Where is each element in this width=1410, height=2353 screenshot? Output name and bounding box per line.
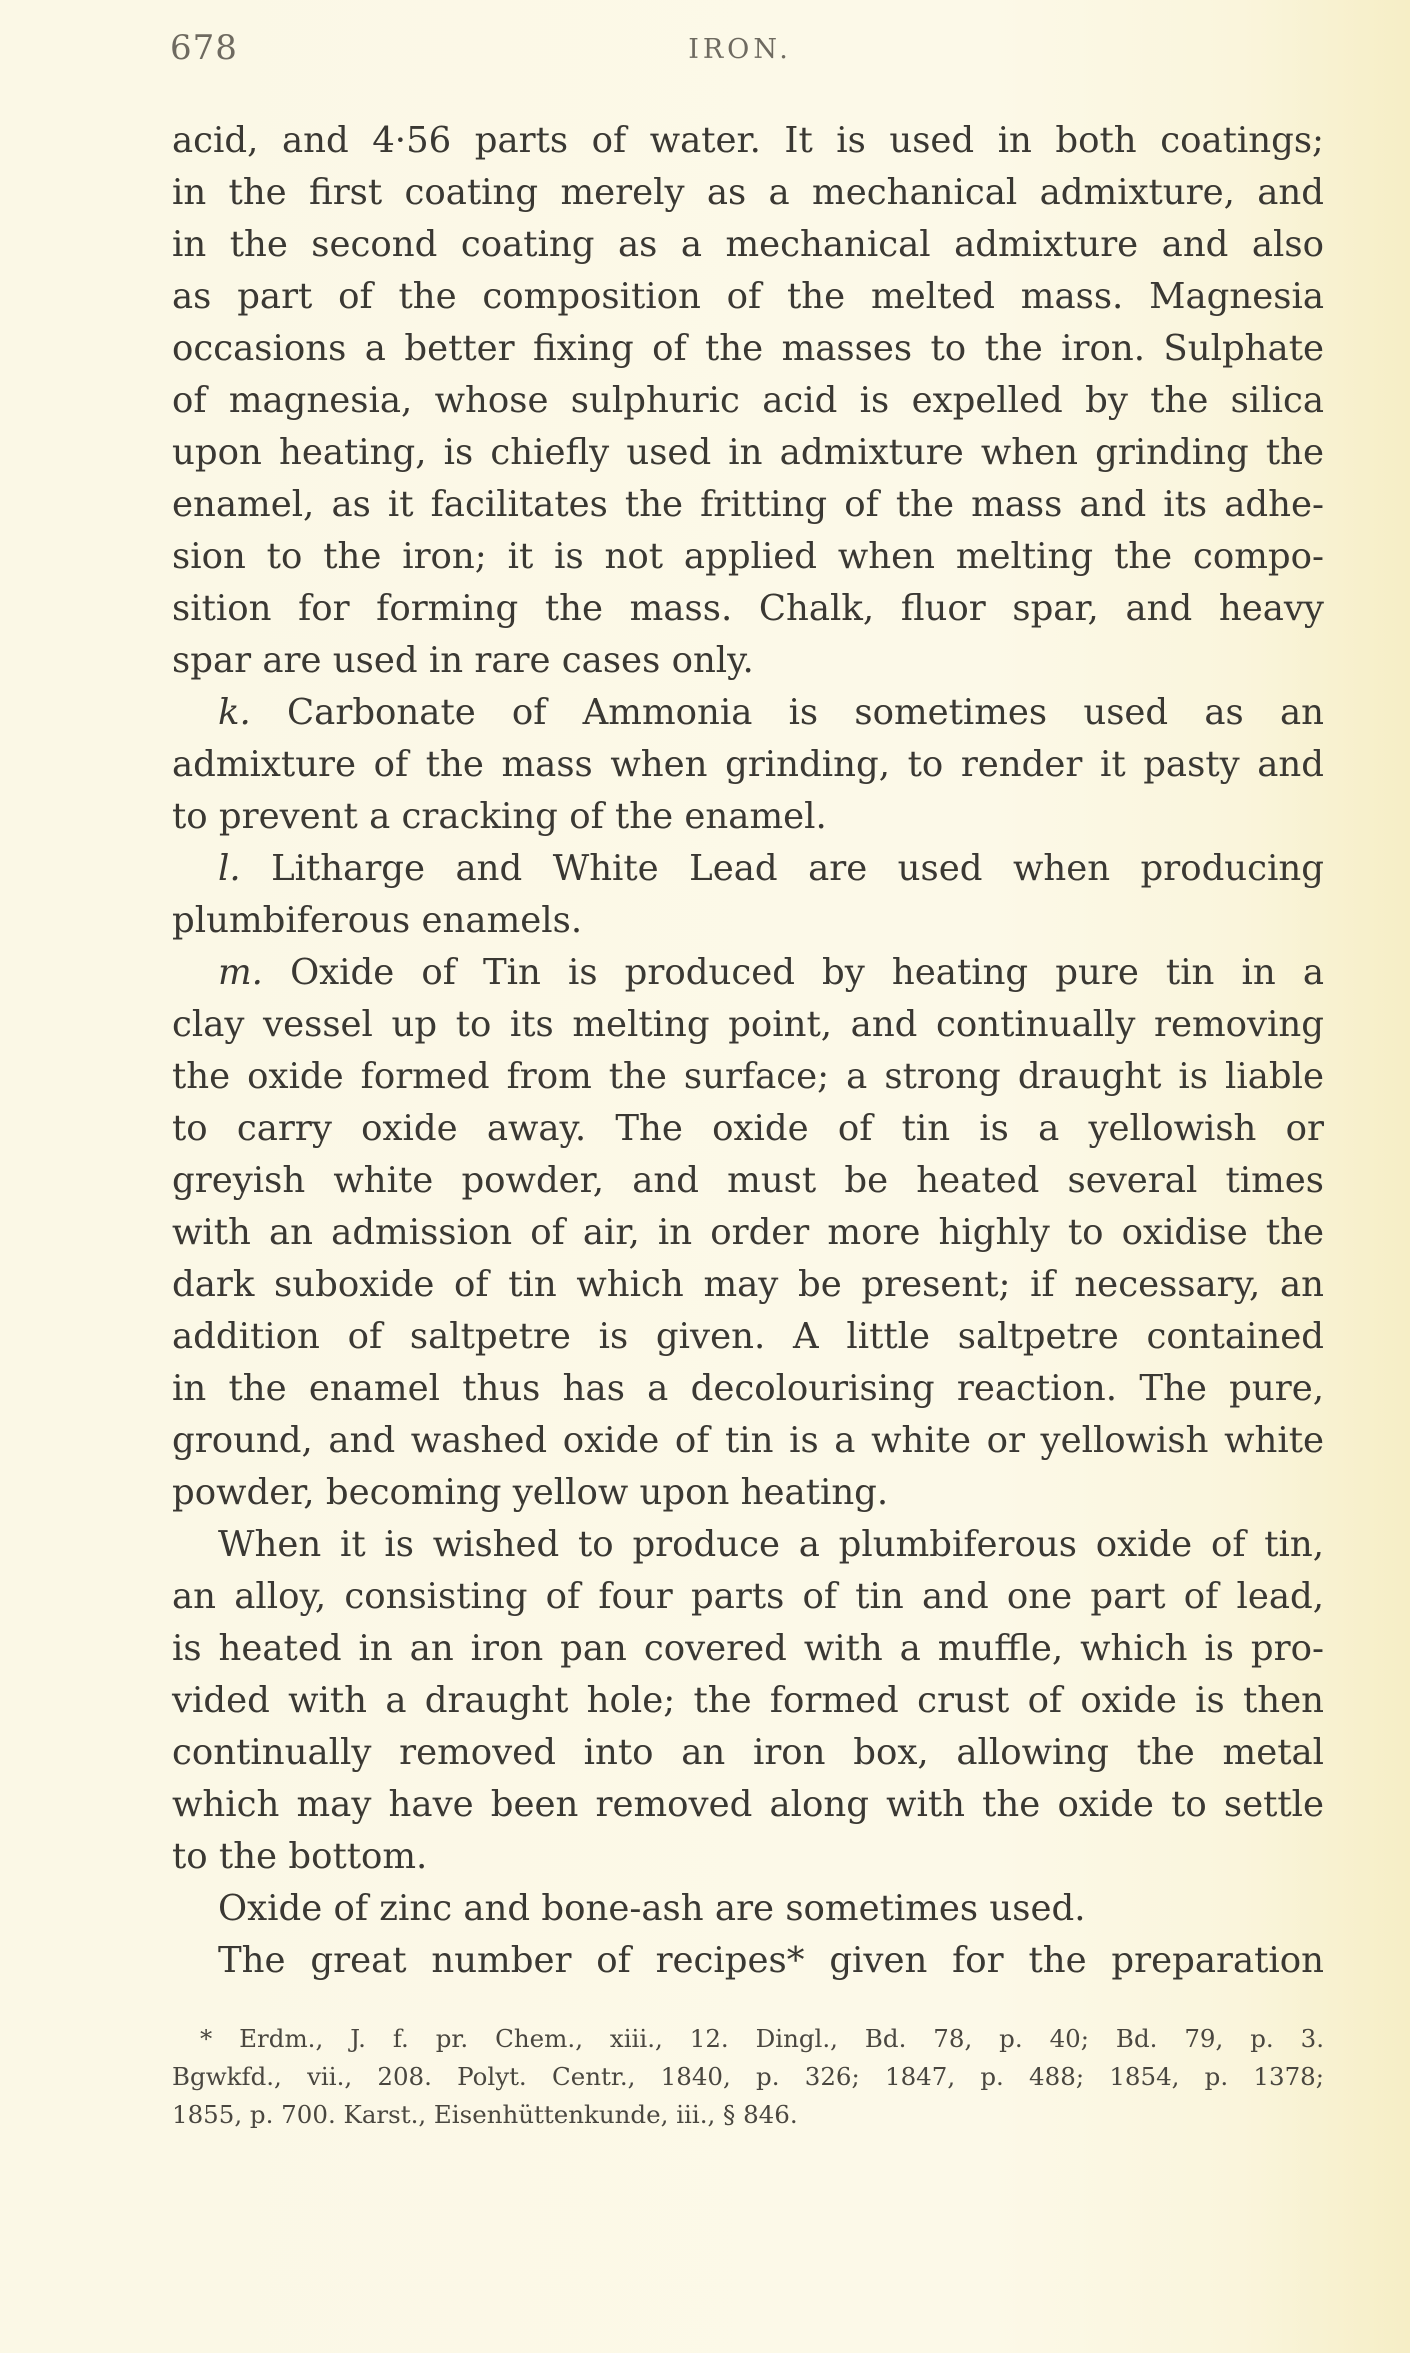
- text-line: When it is wished to produce a plumbiferous oxide of tin,: [218, 1524, 1324, 1565]
- text-line: to carry oxide away. The oxide of tin is a yellowish or: [172, 1108, 1324, 1149]
- text-line: clay vessel up to its melting point, and continually removing: [172, 1004, 1324, 1045]
- footnote-line: * Erdm., J. f. pr. Chem., xiii., 12. Dingl., Bd. 78, p. 40; Bd. 79, p. 3.: [200, 2024, 1324, 2053]
- text-line: Oxide of zinc and bone-ash are sometimes used.: [218, 1888, 1086, 1929]
- text-line: to the bottom.: [172, 1836, 428, 1877]
- paragraph-m-first-line: [172, 947, 1324, 999]
- text-line: the oxide formed from the surface; a strong draught is liable: [172, 1056, 1324, 1097]
- text-line: with an admission of air, in order more highly to oxidise the: [172, 1212, 1324, 1253]
- footnote-line: Bgwkfd., vii., 208. Polyt. Centr., 1840, p. 326; 1847, p. 488; 1854, p. 1378;: [172, 2062, 1324, 2091]
- text-line: Oxide of Tin is produced by heating pure tin in a: [290, 952, 1324, 993]
- text-line: vided with a draught hole; the formed crust of oxide is then: [172, 1680, 1324, 1721]
- text-line: addition of saltpetre is given. A little saltpetre contained: [172, 1316, 1324, 1357]
- text-line: upon heating, is chiefly used in admixture when grinding the: [172, 432, 1324, 473]
- text-line: in the second coating as a mechanical admixture and also: [172, 224, 1324, 265]
- item-marker-k: k.: [218, 692, 251, 733]
- paragraph-l-first-line: [172, 843, 1324, 895]
- text-line: ground, and washed oxide of tin is a white or yellowish white: [172, 1420, 1324, 1461]
- text-line: plumbiferous enamels.: [172, 900, 583, 941]
- text-line: is heated in an iron pan covered with a muffle, which is pro-: [172, 1628, 1324, 1669]
- text-line: The great number of recipes* given for the preparation: [218, 1940, 1324, 1981]
- text-line: of magnesia, whose sulphuric acid is expelled by the silica: [172, 380, 1324, 421]
- body-text: [172, 115, 1324, 1987]
- text-line: Carbonate of Ammonia is sometimes used as an: [287, 692, 1324, 733]
- text-line: to prevent a cracking of the enamel.: [172, 796, 827, 837]
- text-line: dark suboxide of tin which may be present; if necessary, an: [172, 1264, 1324, 1305]
- text-line: in the enamel thus has a decolourising reaction. The pure,: [172, 1368, 1324, 1409]
- text-line: greyish white powder, and must be heated several times: [172, 1160, 1324, 1201]
- footnote: [172, 2020, 1324, 2134]
- text-line: sion to the iron; it is not applied when melting the compo-: [172, 536, 1324, 577]
- footnote-line: 1855, p. 700. Karst., Eisenhüttenkunde, iii., § 846.: [172, 2100, 798, 2129]
- text-line: which may have been removed along with the oxide to settle: [172, 1784, 1324, 1825]
- text-line: Litharge and White Lead are used when producing: [271, 848, 1324, 889]
- text-line: occasions a better fixing of the masses to the iron. Sulphate: [172, 328, 1324, 369]
- text-line: powder, becoming yellow upon heating.: [172, 1472, 889, 1513]
- text-line: sition for forming the mass. Chalk, fluor spar, and heavy: [172, 588, 1324, 629]
- text-line: spar are used in rare cases only.: [172, 640, 754, 681]
- item-marker-m: m.: [218, 952, 263, 993]
- running-head: [170, 28, 1310, 88]
- text-line: in the first coating merely as a mechanical admixture, and: [172, 172, 1324, 213]
- text-line: an alloy, consisting of four parts of tin and one part of lead,: [172, 1576, 1324, 1617]
- item-marker-l: l.: [218, 848, 241, 889]
- running-title: IRON.: [688, 34, 792, 65]
- page-number: 678: [170, 28, 238, 68]
- text-line: acid, and 4·56 parts of water. It is used in both coatings;: [172, 120, 1324, 161]
- paragraph-k-first-line: [172, 687, 1324, 739]
- text-line: admixture of the mass when grinding, to render it pasty and: [172, 744, 1324, 785]
- text-line: as part of the composition of the melted mass. Magnesia: [172, 276, 1324, 317]
- text-line: continually removed into an iron box, allowing the metal: [172, 1732, 1324, 1773]
- text-line: enamel, as it facilitates the fritting of the mass and its adhe-: [172, 484, 1324, 525]
